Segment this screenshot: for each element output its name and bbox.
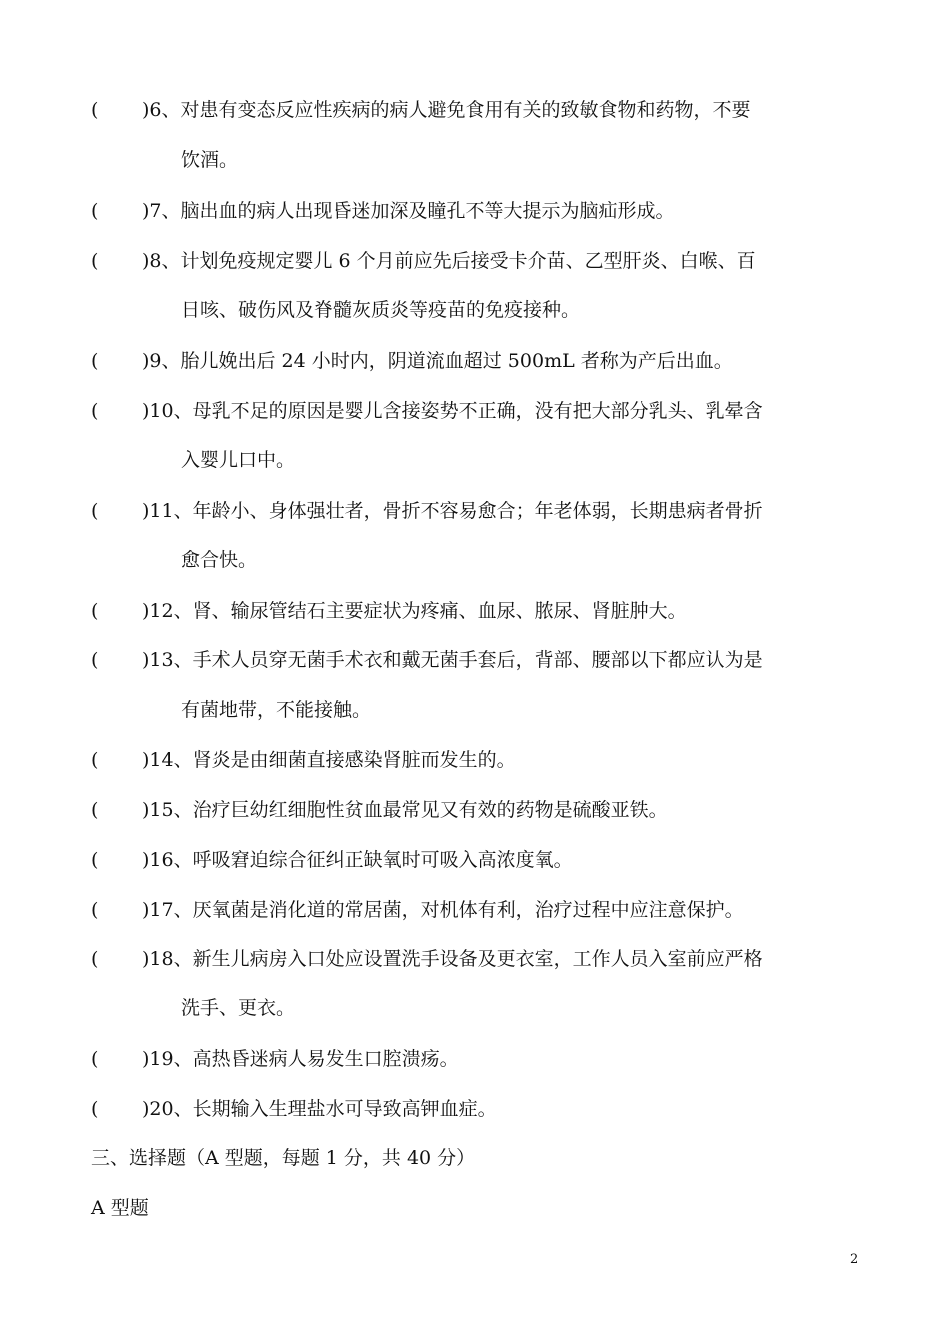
question-number: 14: [149, 749, 174, 771]
question-number: 20: [149, 1098, 174, 1120]
question-text: 、计划免疫规定婴儿 6 个月前应先后接受卡介苗、乙型肝炎、白喉、百: [161, 250, 756, 272]
question-11-continued: 愈合快。: [181, 549, 258, 571]
question-6-continued: 饮酒。: [181, 149, 239, 171]
answer-paren-open: (: [91, 948, 99, 970]
question-number: 15: [149, 799, 174, 821]
question-text: 、脑出血的病人出现昏迷加深及瞳孔不等大提示为脑疝形成。: [161, 200, 675, 222]
subsection-title: A 型题: [91, 1197, 149, 1219]
question-number: 9: [149, 350, 162, 372]
question-number: 6: [149, 99, 162, 121]
question-8-continued: 日咳、破伤风及脊髓灰质炎等疫苗的免疫接种。: [181, 299, 581, 321]
question-text: 、高热昏迷病人易发生口腔溃疡。: [173, 1048, 459, 1070]
answer-paren-close: )10、母乳不足的原因是婴儿含接姿势不正确，没有把大部分乳头、乳晕含: [142, 400, 763, 422]
answer-paren-close: )8、计划免疫规定婴儿 6 个月前应先后接受卡介苗、乙型肝炎、白喉、百: [142, 250, 756, 272]
answer-paren-open: (: [91, 899, 99, 921]
question-text: 、对患有变态反应性疾病的病人避免食用有关的致敏食物和药物，不要: [161, 99, 751, 121]
question-number: 13: [149, 649, 174, 671]
answer-paren-open: (: [91, 99, 99, 121]
question-number: 8: [149, 250, 162, 272]
answer-paren-close: )15、治疗巨幼红细胞性贫血最常见又有效的药物是硫酸亚铁。: [142, 799, 668, 821]
question-text: 、新生儿病房入口处应设置洗手设备及更衣室，工作人员入室前应严格: [173, 948, 763, 970]
question-number: 16: [149, 849, 174, 871]
question-text: 、母乳不足的原因是婴儿含接姿势不正确，没有把大部分乳头、乳晕含: [173, 400, 763, 422]
question-text: 、长期输入生理盐水可导致高钾血症。: [173, 1098, 497, 1120]
answer-paren-open: (: [91, 1098, 99, 1120]
answer-paren-open: (: [91, 1048, 99, 1070]
question-13-continued: 有菌地带，不能接触。: [181, 699, 372, 721]
answer-paren-close: )7、脑出血的病人出现昏迷加深及瞳孔不等大提示为脑疝形成。: [142, 200, 675, 222]
question-text: 、手术人员穿无菌手术衣和戴无菌手套后，背部、腰部以下都应认为是: [173, 649, 763, 671]
question-text: 、胎儿娩出后 24 小时内，阴道流血超过 500mL 者称为产后出血。: [161, 350, 733, 372]
answer-paren-open: (: [91, 350, 99, 372]
question-number: 17: [149, 899, 174, 921]
answer-paren-close: )17、厌氧菌是消化道的常居菌，对机体有利，治疗过程中应注意保护。: [142, 899, 744, 921]
answer-paren-open: (: [91, 799, 99, 821]
answer-paren-open: (: [91, 400, 99, 422]
answer-paren-open: (: [91, 200, 99, 222]
answer-paren-open: (: [91, 649, 99, 671]
page-number: 2: [850, 1252, 859, 1267]
question-text: 、年龄小、身体强壮者，骨折不容易愈合；年老体弱，长期患病者骨折: [173, 500, 763, 522]
answer-paren-open: (: [91, 250, 99, 272]
question-10-continued: 入婴儿口中。: [181, 449, 296, 471]
question-18-continued: 洗手、更衣。: [181, 997, 296, 1019]
question-number: 19: [149, 1048, 174, 1070]
section-title: 三、选择题（A 型题，每题 1 分，共 40 分）: [91, 1147, 476, 1169]
question-text: 、肾、输尿管结石主要症状为疼痛、血尿、脓尿、肾脏肿大。: [173, 600, 687, 622]
answer-paren-close: )12、肾、输尿管结石主要症状为疼痛、血尿、脓尿、肾脏肿大。: [142, 600, 687, 622]
question-number: 12: [149, 600, 174, 622]
answer-paren-open: (: [91, 849, 99, 871]
answer-paren-close: )16、呼吸窘迫综合征纠正缺氧时可吸入高浓度氧。: [142, 849, 573, 871]
question-number: 7: [149, 200, 162, 222]
question-text: 、治疗巨幼红细胞性贫血最常见又有效的药物是硫酸亚铁。: [173, 799, 668, 821]
answer-paren-close: )18、新生儿病房入口处应设置洗手设备及更衣室，工作人员入室前应严格: [142, 948, 763, 970]
question-number: 10: [149, 400, 174, 422]
answer-paren-close: )13、手术人员穿无菌手术衣和戴无菌手套后，背部、腰部以下都应认为是: [142, 649, 763, 671]
question-number: 18: [149, 948, 174, 970]
question-number: 11: [149, 500, 174, 522]
answer-paren-open: (: [91, 600, 99, 622]
answer-paren-close: )6、对患有变态反应性疾病的病人避免食用有关的致敏食物和药物，不要: [142, 99, 751, 121]
question-text: 、厌氧菌是消化道的常居菌，对机体有利，治疗过程中应注意保护。: [173, 899, 744, 921]
question-text: 、呼吸窘迫综合征纠正缺氧时可吸入高浓度氧。: [173, 849, 573, 871]
answer-paren-close: )19、高热昏迷病人易发生口腔溃疡。: [142, 1048, 459, 1070]
answer-paren-close: )14、肾炎是由细菌直接感染肾脏而发生的。: [142, 749, 516, 771]
answer-paren-open: (: [91, 500, 99, 522]
answer-paren-open: (: [91, 749, 99, 771]
answer-paren-close: )11、年龄小、身体强壮者，骨折不容易愈合；年老体弱，长期患病者骨折: [142, 500, 763, 522]
question-text: 、肾炎是由细菌直接感染肾脏而发生的。: [173, 749, 516, 771]
answer-paren-close: )9、胎儿娩出后 24 小时内，阴道流血超过 500mL 者称为产后出血。: [142, 350, 733, 372]
answer-paren-close: )20、长期输入生理盐水可导致高钾血症。: [142, 1098, 497, 1120]
